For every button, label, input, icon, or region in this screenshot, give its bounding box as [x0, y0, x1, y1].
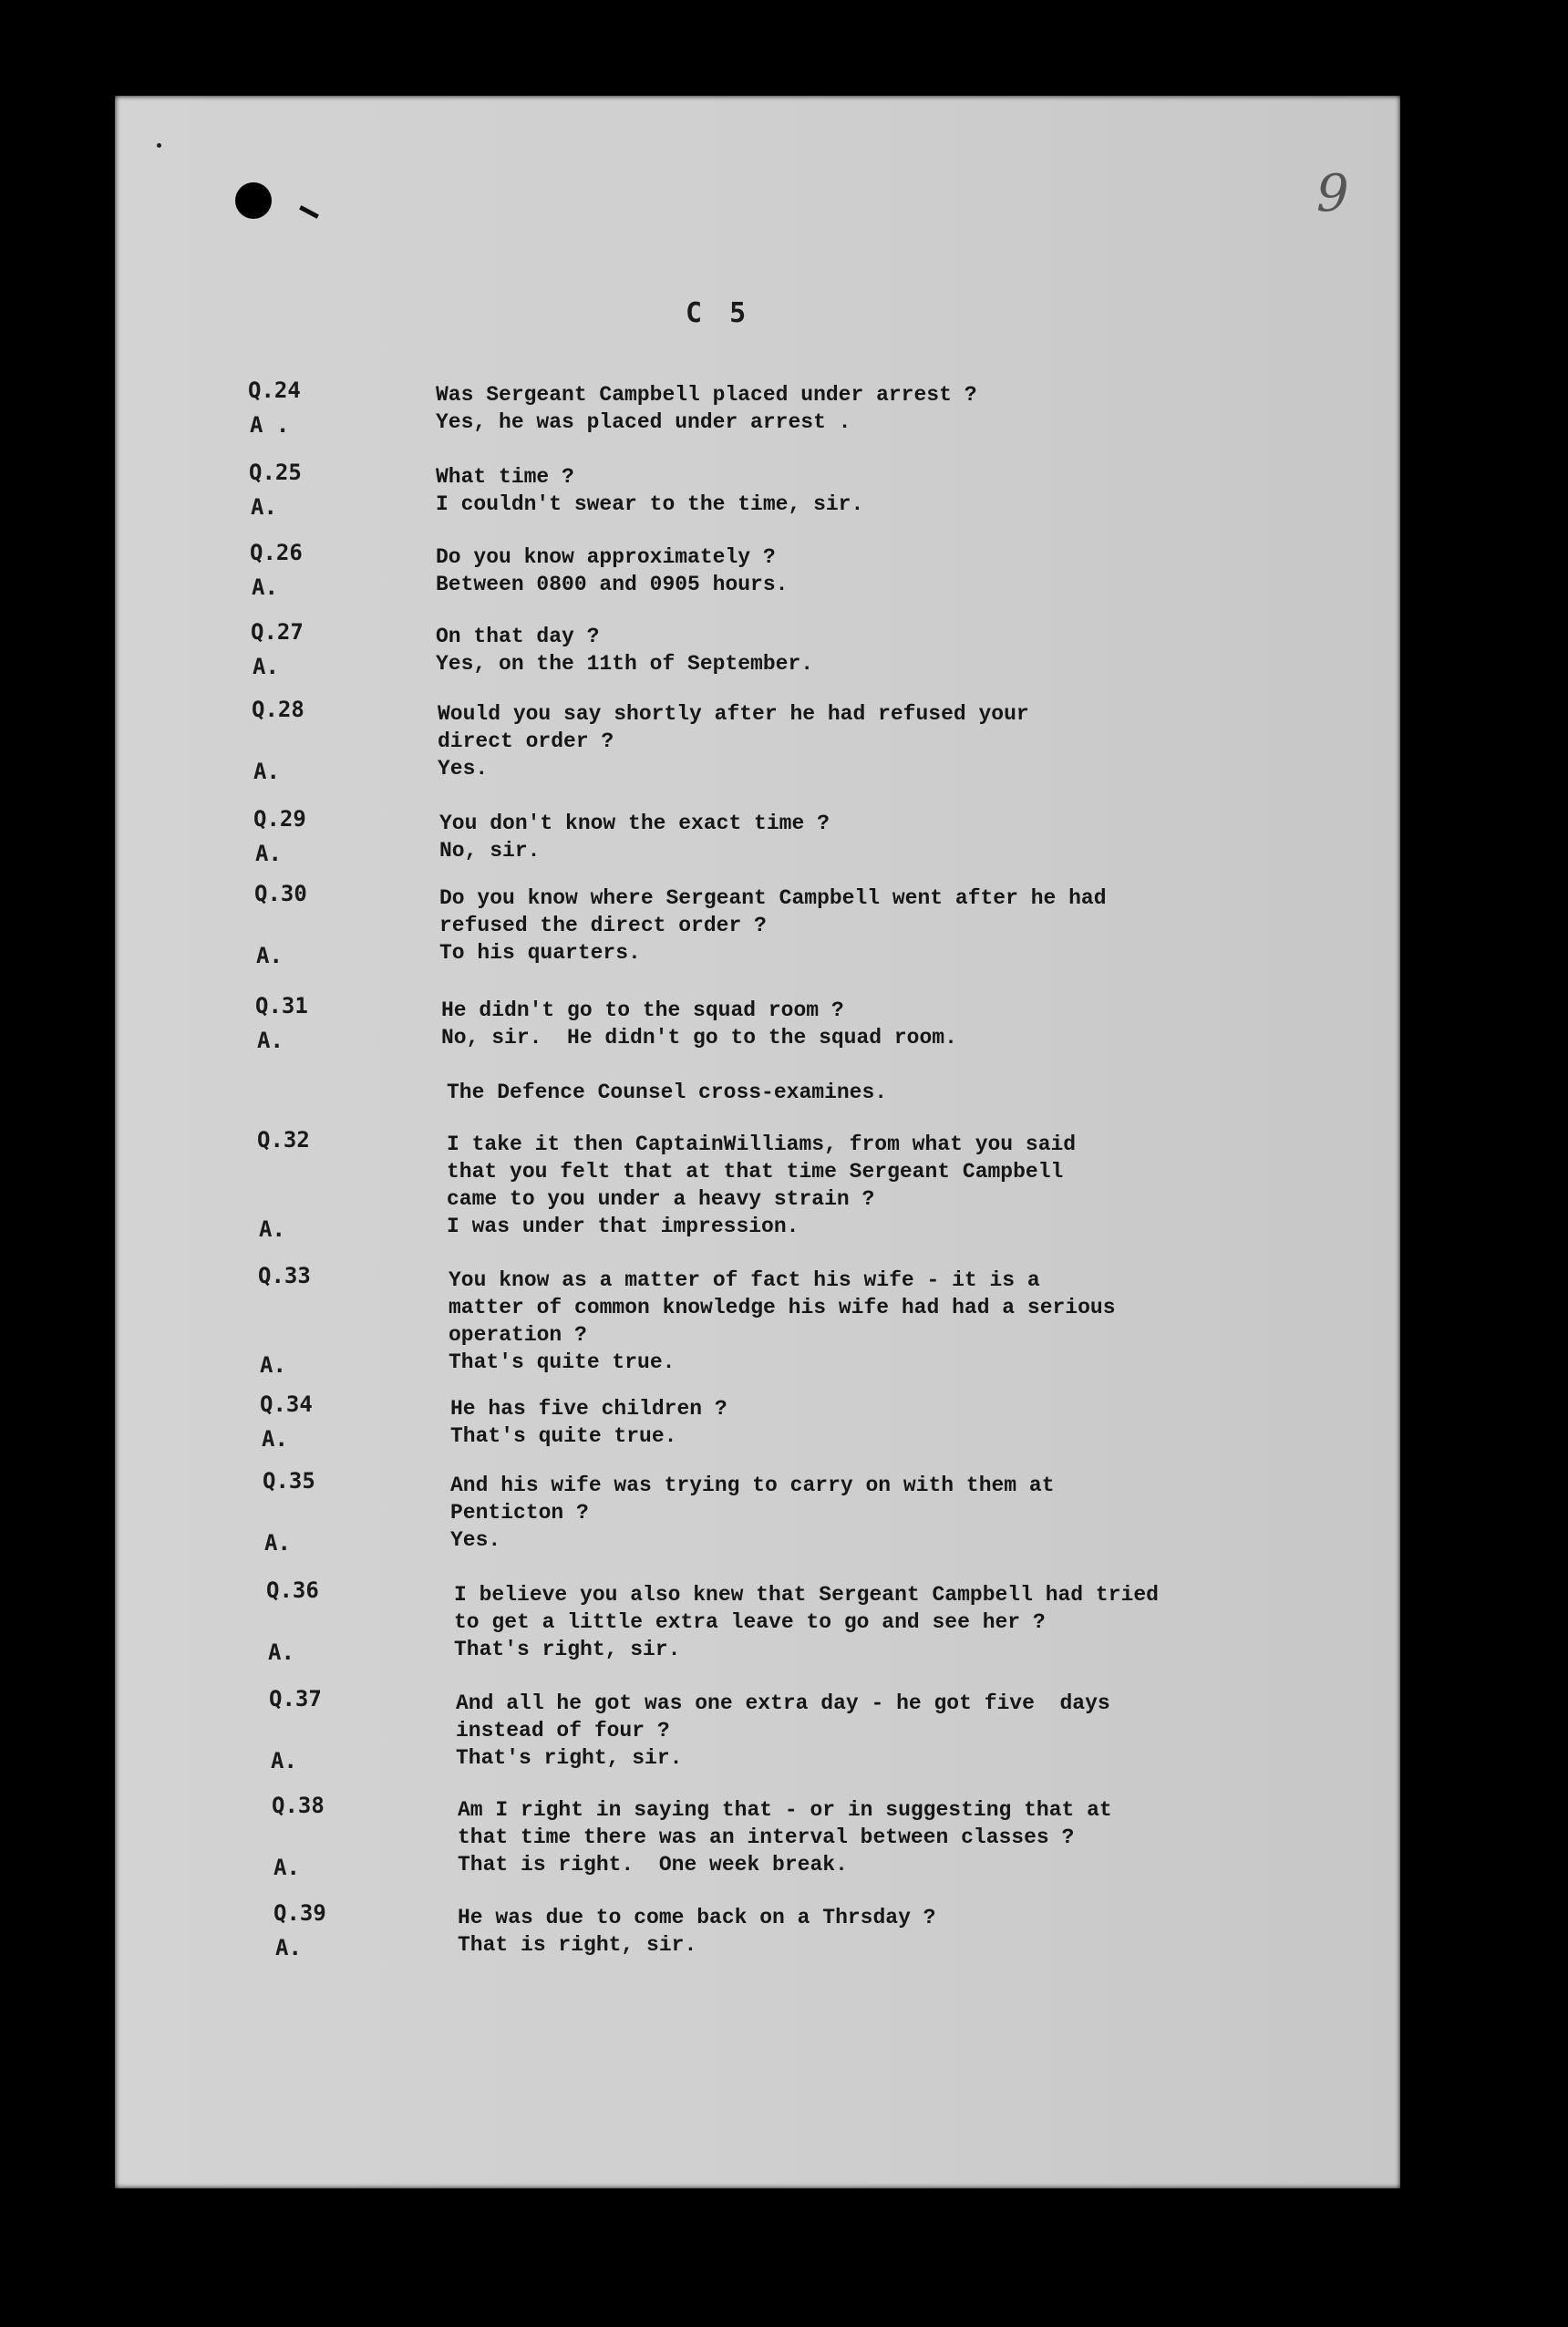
answer-label: A. [275, 1935, 302, 1960]
transcript-line: came to you under a heavy strain ? [447, 1187, 875, 1211]
answer-label: A. [252, 574, 278, 600]
transcript-line: Yes, he was placed under arrest . [436, 410, 851, 434]
transcript-line: Yes, on the 11th of September. [436, 652, 814, 676]
answer-label: A . [250, 412, 290, 438]
transcript-line: That's quite true. [450, 1424, 677, 1448]
question-number: Q.39 [273, 1900, 326, 1926]
transcript-line: I believe you also knew that Sergeant Campbell had tried [454, 1583, 1159, 1607]
transcript-line: that time there was an interval between classes ? [458, 1825, 1075, 1849]
transcript-line: Would you say shortly after he had refused your [438, 702, 1029, 726]
question-number: Q.37 [269, 1686, 322, 1712]
transcript-line: To his quarters. [439, 941, 641, 965]
transcript-line: Between 0800 and 0905 hours. [436, 573, 789, 596]
transcript-line: You know as a matter of fact his wife - it is a [449, 1268, 1040, 1292]
transcript-line: Was Sergeant Campbell placed under arrest ? [436, 383, 977, 407]
transcript-line: And all he got was one extra day - he got five days [456, 1691, 1110, 1715]
transcript-line: That is right, sir. [458, 1933, 697, 1957]
question-number: Q.25 [249, 460, 302, 485]
answer-label: A. [253, 654, 279, 679]
section-reference: C 5 [686, 297, 752, 329]
transcript-line: direct order ? [438, 729, 614, 753]
handwritten-page-number: 9 [1316, 164, 1349, 223]
transcript-line: He has five children ? [450, 1397, 727, 1421]
transcript-line: And his wife was trying to carry on with them at [450, 1474, 1055, 1497]
transcript-line: That's quite true. [449, 1350, 676, 1374]
transcript-line: I couldn't swear to the time, sir. [436, 492, 864, 516]
transcript-line: to get a little extra leave to go and see her ? [454, 1610, 1046, 1634]
answer-label: A. [262, 1426, 288, 1452]
question-number: Q.24 [248, 377, 301, 403]
transcript-line: That's right, sir. [454, 1638, 681, 1661]
answer-label: A. [253, 759, 280, 784]
answer-label: A. [260, 1352, 286, 1378]
answer-label: A. [264, 1530, 291, 1556]
transcript-line: You don't know the exact time ? [439, 812, 830, 835]
transcript-line: The Defence Counsel cross-examines. [447, 1081, 888, 1104]
transcript-line: Am I right in saying that - or in suggesting that at [458, 1798, 1112, 1822]
answer-label: A. [271, 1748, 297, 1774]
question-number: Q.32 [257, 1127, 310, 1153]
answer-label: A. [268, 1639, 294, 1665]
transcript-line: Penticton ? [450, 1501, 589, 1525]
transcript-line: No, sir. He didn't go to the squad room. [441, 1026, 957, 1050]
question-number: Q.34 [260, 1391, 313, 1417]
answer-label: A. [273, 1855, 300, 1880]
transcript-line: Yes. [438, 757, 489, 781]
transcript-line: He didn't go to the squad room ? [441, 998, 844, 1022]
question-number: Q.28 [252, 697, 304, 722]
ink-speck [157, 143, 161, 148]
transcript-line: refused the direct order ? [439, 914, 767, 937]
transcript-line: On that day ? [436, 625, 600, 648]
answer-label: A. [256, 943, 283, 968]
transcript-line: Yes. [450, 1528, 501, 1552]
transcript-line: matter of common knowledge his wife had had a serious [449, 1296, 1116, 1319]
transcript-line: I was under that impression. [447, 1215, 799, 1238]
punch-hole [235, 182, 272, 219]
question-number: Q.27 [251, 619, 304, 645]
transcript-line: What time ? [436, 465, 574, 489]
answer-label: A. [257, 1028, 284, 1053]
transcript-line: That's right, sir. [456, 1746, 683, 1770]
transcript-line: He was due to come back on a Thrsday ? [458, 1906, 936, 1929]
transcript-line: That is right. One week break. [458, 1853, 848, 1877]
question-number: Q.29 [253, 806, 306, 832]
question-number: Q.35 [263, 1468, 315, 1494]
transcript-line: No, sir. [439, 839, 541, 863]
transcript-line: operation ? [449, 1323, 587, 1347]
question-number: Q.36 [266, 1577, 319, 1603]
transcript-line: that you felt that at that time Sergeant Campbell [447, 1160, 1064, 1184]
question-number: Q.33 [258, 1263, 311, 1288]
transcript-line: I take it then CaptainWilliams, from what you said [447, 1132, 1077, 1156]
answer-label: A. [255, 841, 282, 866]
transcript-line: instead of four ? [456, 1719, 670, 1743]
transcript-line: Do you know approximately ? [436, 545, 776, 569]
answer-label: A. [251, 494, 277, 520]
question-number: Q.38 [272, 1793, 325, 1818]
answer-label: A. [259, 1216, 285, 1242]
transcript-line: Do you know where Sergeant Campbell went after he had [439, 886, 1107, 910]
question-number: Q.26 [250, 540, 303, 565]
question-number: Q.30 [254, 881, 307, 906]
question-number: Q.31 [255, 993, 308, 1019]
